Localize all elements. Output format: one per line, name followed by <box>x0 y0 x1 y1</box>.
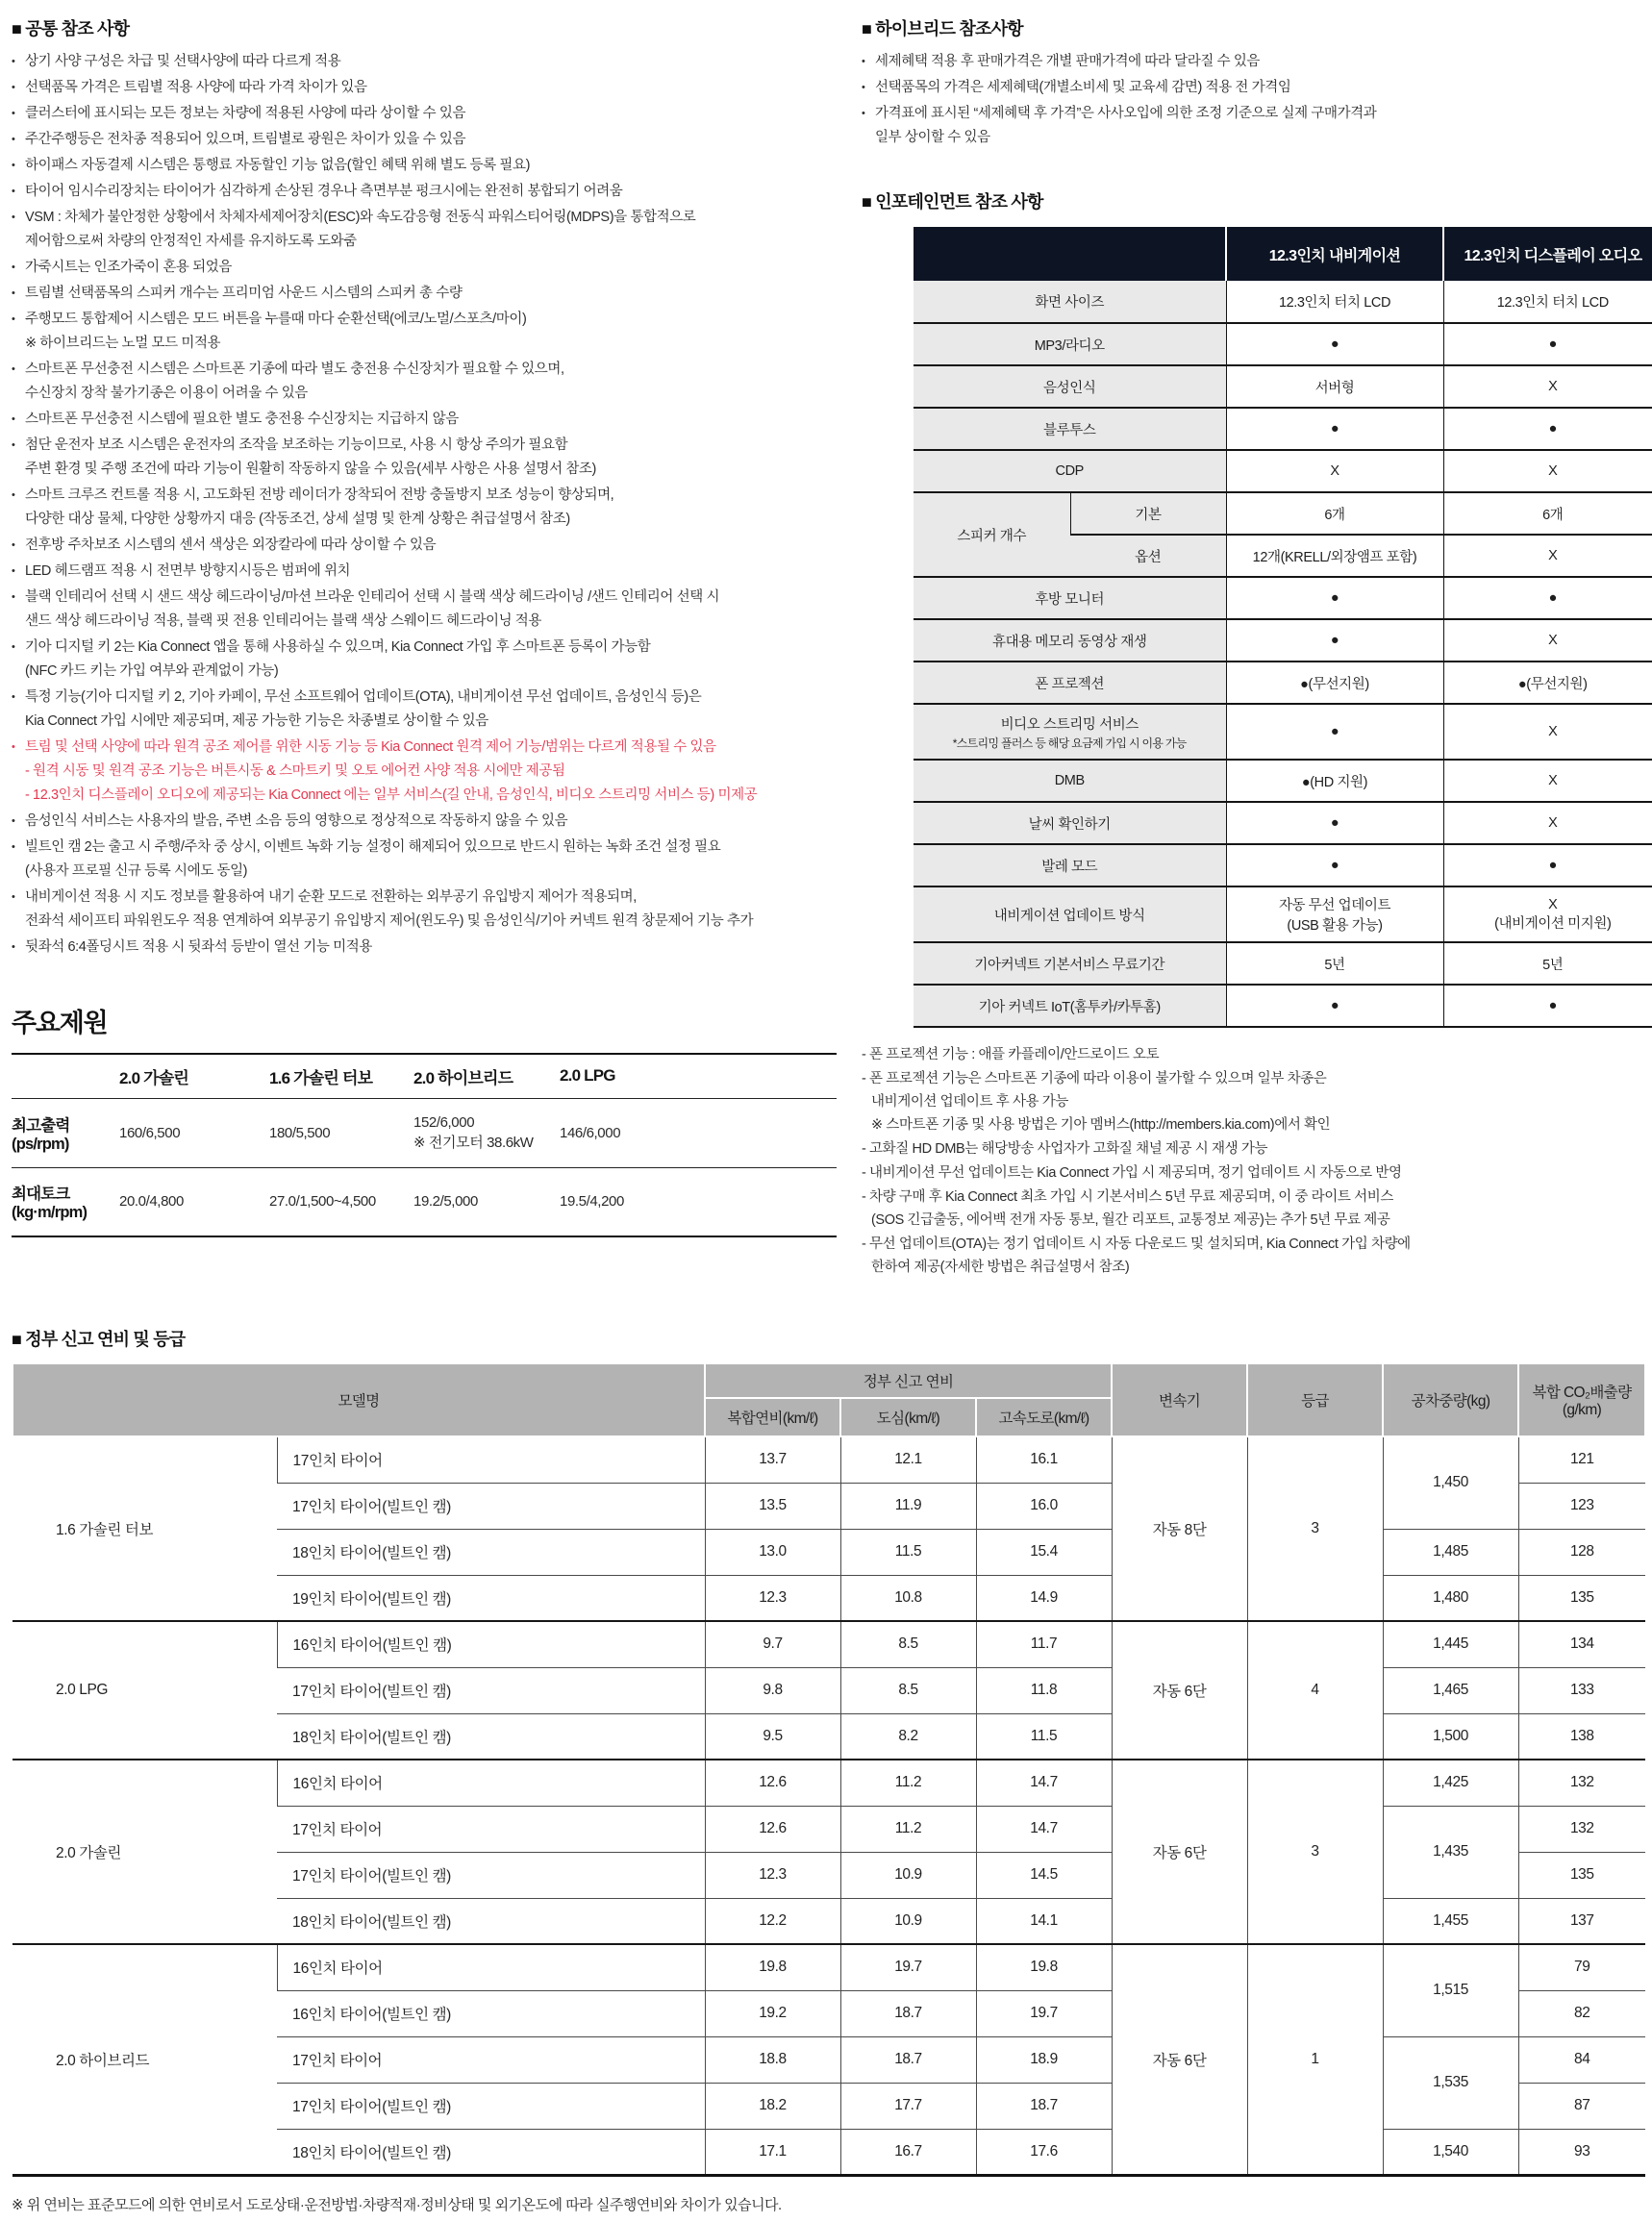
fuel-row <box>13 1621 1645 1667</box>
bullet-icon: • <box>12 160 15 171</box>
city-cell: 11.5 <box>840 1529 976 1575</box>
value-cell: ●(무선지원) <box>1443 662 1652 704</box>
highway-cell: 14.7 <box>976 1760 1112 1806</box>
city-cell: 11.2 <box>840 1760 976 1806</box>
highway-cell: 11.5 <box>976 1713 1112 1760</box>
table-row <box>914 942 1652 985</box>
city-cell: 12.1 <box>840 1436 976 1483</box>
highway-cell: 14.9 <box>976 1575 1112 1621</box>
co2-cell: 82 <box>1518 1990 1645 2036</box>
weight-cell: 1,445 <box>1383 1621 1518 1667</box>
co2-cell: 138 <box>1518 1713 1645 1760</box>
value-cell: ● <box>1226 577 1443 619</box>
specs-header-row <box>12 1054 837 1098</box>
tire-cell: 17인치 타이어 <box>277 1436 705 1483</box>
table-row <box>914 662 1652 704</box>
highway-cell: 18.9 <box>976 2036 1112 2083</box>
specs-col-gasoline20: 2.0 가솔린 <box>119 1054 269 1098</box>
weight-cell: 1,435 <box>1383 1806 1518 1898</box>
note-item: • 스마트폰 무선충전 시스템에 필요한 별도 충전용 수신장치는 지급하지 않음 <box>12 408 837 432</box>
note-item: • 뒷좌석 6:4폴딩시트 적용 시 뒷좌석 등받이 열선 기능 미적용 <box>12 936 837 960</box>
value-cell: 5년 <box>1226 942 1443 985</box>
note-item: • 선택품목 가격은 트림별 적용 사양에 따라 가격 차이가 있음 <box>12 76 837 100</box>
note-item: • 블랙 인테리어 선택 시 샌드 색상 헤드라이닝/마션 브라운 인테리어 선택 시 블랙 색상 헤드라이닝 /샌드 인테리어 선택 시 샌드 색상 헤드라이닝 적용, 블랙 핏 전용 인테리어는 블랙 색상 스웨이드 헤드라이닝 적용 <box>12 586 837 634</box>
highway-cell: 16.0 <box>976 1483 1112 1529</box>
note-item: • 클러스터에 표시되는 모든 정보는 차량에 적용된 사양에 따라 상이할 수 있음 <box>12 102 837 126</box>
city-cell: 8.5 <box>840 1621 976 1667</box>
bullet-icon: • <box>12 891 15 903</box>
infotainment-section <box>862 188 1642 1279</box>
value-cell: ● <box>1443 985 1652 1027</box>
specs-title: 주요제원 <box>12 1009 108 1037</box>
city-cell: 8.2 <box>840 1713 976 1760</box>
bullet-icon: • <box>12 539 15 551</box>
city-cell: 10.9 <box>840 1852 976 1898</box>
city-cell: 10.8 <box>840 1575 976 1621</box>
value-cell: 서버형 <box>1226 365 1443 408</box>
note-item: - 폰 프로젝션 기능 : 애플 카플레이/안드로이드 오토 <box>862 1047 1160 1062</box>
col-header-combined: 복합연비(km/ℓ) <box>705 1398 840 1436</box>
note-item: • 세제혜택 적용 후 판매가격은 개별 판매가격에 따라 달라질 수 있음 <box>862 50 1642 74</box>
table-row <box>914 450 1652 492</box>
col-header-co2: 복합 CO₂배출량 (g/km) <box>1518 1363 1645 1436</box>
value-cell: X <box>1443 802 1652 844</box>
co2-cell: 133 <box>1518 1667 1645 1713</box>
tire-cell: 17인치 타이어(빌트인 캠) <box>277 2083 705 2129</box>
spec-row <box>12 1098 837 1167</box>
table-row <box>914 985 1652 1027</box>
tire-cell: 16인치 타이어 <box>277 1944 705 1990</box>
transmission-cell: 자동 6단 <box>1112 1621 1247 1760</box>
infotainment-col-navigation: 12.3인치 내비게이션 <box>1226 227 1443 281</box>
engine-cell: 2.0 가솔린 <box>13 1760 277 1944</box>
value-cell: X (내비게이션 미지원) <box>1443 886 1652 942</box>
co2-cell: 135 <box>1518 1852 1645 1898</box>
highway-cell: 15.4 <box>976 1529 1112 1575</box>
combined-cell: 12.6 <box>705 1806 840 1852</box>
city-cell: 8.5 <box>840 1667 976 1713</box>
value-cell: ● <box>1443 577 1652 619</box>
note-item: • 전후방 주차보조 시스템의 센서 색상은 외장칼라에 따라 상이할 수 있음 <box>12 534 837 558</box>
value-cell: X <box>1443 760 1652 802</box>
value-cell: ● <box>1226 985 1443 1027</box>
bullet-icon: • <box>12 363 15 375</box>
value-cell: ● <box>1226 619 1443 662</box>
value-cell: ● <box>1443 323 1652 365</box>
highway-cell: 11.7 <box>976 1621 1112 1667</box>
spec-value-cell: 27.0/1,500~4,500 <box>269 1193 376 1211</box>
fuel-row <box>13 1760 1645 1806</box>
value-cell: ● <box>1226 802 1443 844</box>
grade-cell: 3 <box>1247 1436 1383 1621</box>
value-cell: ● <box>1226 408 1443 450</box>
note-item: • 빌트인 캠 2는 출고 시 주행/주차 중 상시, 이벤트 녹화 기능 설정이 해제되어 있으므로 반드시 원하는 녹화 조건 설정 필요 (사용자 프로필 신규 등록 시에도 동일) <box>12 836 837 884</box>
combined-cell: 18.8 <box>705 2036 840 2083</box>
co2-cell: 137 <box>1518 1898 1645 1944</box>
co2-cell: 134 <box>1518 1621 1645 1667</box>
co2-cell: 87 <box>1518 2083 1645 2129</box>
engine-cell: 1.6 가솔린 터보 <box>56 1522 154 1538</box>
spec-value-cell: 19.5/4,200 <box>560 1193 624 1211</box>
weight-cell: 1,515 <box>1383 1944 1518 2036</box>
tire-cell: 18인치 타이어(빌트인 캠) <box>277 1529 705 1575</box>
tire-cell: 18인치 타이어(빌트인 캠) <box>277 2129 705 2175</box>
co2-cell: 79 <box>1518 1944 1645 1990</box>
feature-label-cell: 폰 프로젝션 <box>914 662 1226 704</box>
bullet-icon: • <box>12 641 15 653</box>
feature-label-cell: 내비게이션 업데이트 방식 <box>914 886 1226 942</box>
fuel-economy-section <box>12 1326 1642 2214</box>
top-columns <box>12 15 1642 1280</box>
note-item: - 차량 구매 후 Kia Connect 최초 가입 시 기본서비스 5년 무료 제공되며, 이 중 라이트 서비스 (SOS 긴급출동, 에어백 전개 자동 통보, 월간 리포트, 교통정보 제공)는 추가 5년 무료 제공 <box>862 1189 1393 1228</box>
value-cell: 자동 무선 업데이트 (USB 활용 가능) <box>1226 886 1443 942</box>
value-cell: ● <box>1226 323 1443 365</box>
common-notes-title: ■ 공통 참조 사항 <box>12 19 130 38</box>
combined-cell: 12.3 <box>705 1575 840 1621</box>
feature-label-cell: MP3/라디오 <box>914 323 1226 365</box>
weight-cell: 1,535 <box>1383 2036 1518 2129</box>
value-cell: 12.3인치 터치 LCD <box>1443 281 1652 323</box>
value-cell: ● <box>1443 844 1652 886</box>
hybrid-notes-title: ■ 하이브리드 참조사항 <box>862 19 1023 38</box>
feature-label-cell: 비디오 스트리밍 서비스 *스트리밍 플러스 등 해당 요금제 가입 시 이용 가능 <box>914 704 1226 760</box>
city-cell: 11.9 <box>840 1483 976 1529</box>
transmission-cell: 자동 6단 <box>1112 1944 1247 2175</box>
bullet-icon: • <box>12 186 15 197</box>
note-item: • 내비게이션 적용 시 지도 정보를 활용하여 내기 순환 모드로 전환하는 외부공기 유입방지 제어가 적용되며, 전좌석 세이프티 파워윈도우 적용 연계하여 외부공기 유입방지 제어(윈도우) 및 음성인식/기아 커넥트 원격 창문제어 기능 추가 <box>12 886 837 934</box>
table-row <box>914 704 1652 760</box>
co2-cell: 121 <box>1518 1436 1645 1483</box>
city-cell: 10.9 <box>840 1898 976 1944</box>
table-row <box>914 760 1652 802</box>
weight-cell: 1,465 <box>1383 1667 1518 1713</box>
col-header-model: 모델명 <box>13 1363 705 1436</box>
note-item: • 주행모드 통합제어 시스템은 모드 버튼을 누를때 마다 순환선택(에코/노멀/스포츠/마이) ※ 하이브리드는 노멀 모드 미적용 <box>12 308 837 356</box>
tire-cell: 16인치 타이어(빌트인 캠) <box>277 1990 705 2036</box>
specs-corner-cell <box>12 1054 119 1098</box>
note-item: • 상기 사양 구성은 차급 및 선택사양에 따라 다르게 적용 <box>12 50 837 74</box>
co2-cell: 93 <box>1518 2129 1645 2175</box>
note-item: • 하이패스 자동결제 시스템은 통행료 자동할인 기능 없음(할인 혜택 위해 별도 등록 필요) <box>12 154 837 178</box>
tire-cell: 17인치 타이어(빌트인 캠) <box>277 1852 705 1898</box>
table-row <box>914 886 1652 942</box>
value-cell: X <box>1443 619 1652 662</box>
highway-cell: 18.7 <box>976 2083 1112 2129</box>
specs-section <box>12 1002 837 1237</box>
combined-cell: 19.8 <box>705 1944 840 1990</box>
combined-cell: 13.7 <box>705 1436 840 1483</box>
tire-cell: 16인치 타이어(빌트인 캠) <box>277 1621 705 1667</box>
right-column <box>837 15 1642 1280</box>
bullet-icon: • <box>12 591 15 603</box>
note-item: • 타이어 임시수리장치는 타이어가 심각하게 손상된 경우나 측면부분 펑크시에는 완전히 봉합되기 어려움 <box>12 180 837 204</box>
feature-label-cell: 후방 모니터 <box>914 577 1226 619</box>
highway-cell: 16.1 <box>976 1436 1112 1483</box>
city-cell: 19.7 <box>840 1944 976 1990</box>
bullet-icon: • <box>12 262 15 273</box>
weight-cell: 1,540 <box>1383 2129 1518 2175</box>
value-cell: 12.3인치 터치 LCD <box>1226 281 1443 323</box>
bullet-icon: • <box>12 313 15 325</box>
highway-cell: 14.7 <box>976 1806 1112 1852</box>
col-header-economy-group: 정부 신고 연비 <box>705 1363 1112 1398</box>
feature-label-cell: DMB <box>914 760 1226 802</box>
value-cell: X <box>1443 365 1652 408</box>
bullet-icon: • <box>12 691 15 703</box>
bullet-icon: • <box>12 741 15 753</box>
feature-label-cell: 기아 커넥트 IoT(홈투카/카투홈) <box>914 985 1226 1027</box>
col-header-weight: 공차중량(kg) <box>1383 1363 1518 1436</box>
city-cell: 11.2 <box>840 1806 976 1852</box>
city-cell: 18.7 <box>840 1990 976 2036</box>
value-cell: 6개 <box>1443 492 1652 535</box>
combined-cell: 18.2 <box>705 2083 840 2129</box>
infotainment-header-row <box>914 227 1652 281</box>
co2-cell: 132 <box>1518 1760 1645 1806</box>
engine-cell: 2.0 하이브리드 <box>13 1944 277 2175</box>
feature-label-cell: 기아커넥트 기본서비스 무료기간 <box>914 942 1226 985</box>
note-item: - 무선 업데이트(OTA)는 정기 업데이트 시 자동 다운로드 및 설치되며, Kia Connect 가입 차량에 한하여 제공(자세한 방법은 취급설명서 참조) <box>862 1236 1411 1275</box>
note-item: - 고화질 HD DMB는 해당방송 사업자가 고화질 채널 제공 시 재생 가능 <box>862 1141 1268 1157</box>
note-item: • 특정 기능(기아 디지털 키 2, 기아 카페이, 무선 소프트웨어 업데이트(OTA), 내비게이션 무선 업데이트, 음성인식 등)은 Kia Connect 가입 시에만 제공되며, 제공 가능한 기능은 차종별로 상이할 수 있음 <box>12 686 837 734</box>
feature-sublabel-cell: 옵션 <box>1070 535 1226 577</box>
combined-cell: 9.7 <box>705 1621 840 1667</box>
combined-cell: 13.5 <box>705 1483 840 1529</box>
co2-cell: 84 <box>1518 2036 1645 2083</box>
hybrid-notes-list <box>862 50 1642 150</box>
tire-cell: 16인치 타이어 <box>277 1760 705 1806</box>
spec-row <box>12 1167 837 1236</box>
combined-cell: 19.2 <box>705 1990 840 2036</box>
value-cell: ● <box>1443 408 1652 450</box>
bullet-icon: • <box>12 134 15 145</box>
bullet-icon: • <box>12 941 15 953</box>
note-item: • 스마트폰 무선충전 시스템은 스마트폰 기종에 따라 별도 충전용 수신장치가 필요할 수 있으며, 수신장치 장착 불가기종은 이용이 어려울 수 있음 <box>12 358 837 406</box>
feature-label-cell: 날씨 확인하기 <box>914 802 1226 844</box>
grade-cell: 4 <box>1247 1621 1383 1760</box>
highway-cell: 11.8 <box>976 1667 1112 1713</box>
feature-label-cell: 블루투스 <box>914 408 1226 450</box>
col-header-city: 도심(km/ℓ) <box>840 1398 976 1436</box>
spec-value-cell: 180/5,500 <box>269 1124 331 1141</box>
spec-value-cell: 19.2/5,000 <box>413 1193 478 1211</box>
transmission-cell: 자동 6단 <box>1112 1760 1247 1944</box>
value-cell: 6개 <box>1226 492 1443 535</box>
co2-cell: 132 <box>1518 1806 1645 1852</box>
feature-label-cell: 음성인식 <box>914 365 1226 408</box>
tire-cell: 17인치 타이어 <box>277 2036 705 2083</box>
spec-value-cell: 160/6,500 <box>119 1124 181 1141</box>
grade-cell: 3 <box>1247 1760 1383 1944</box>
highway-cell: 19.7 <box>976 1990 1112 2036</box>
combined-cell: 9.8 <box>705 1667 840 1713</box>
fuel-row <box>13 1436 1645 1483</box>
engine-cell: 2.0 LPG <box>13 1621 277 1760</box>
table-row <box>914 802 1652 844</box>
weight-cell: 1,450 <box>1383 1436 1518 1529</box>
co2-cell: 135 <box>1518 1575 1645 1621</box>
value-cell: ●(무선지원) <box>1226 662 1443 704</box>
table-row <box>914 365 1652 408</box>
fuel-header-row-1 <box>13 1363 1645 1398</box>
highway-cell: 14.1 <box>976 1898 1112 1944</box>
spec-label-cell: 최대토크 (kg·m/rpm) <box>12 1186 88 1222</box>
value-cell: X <box>1443 450 1652 492</box>
bullet-icon: • <box>12 489 15 501</box>
bullet-icon: • <box>12 841 15 853</box>
co2-cell: 123 <box>1518 1483 1645 1529</box>
combined-cell: 17.1 <box>705 2129 840 2175</box>
spec-value-cell: 146/6,000 <box>560 1124 621 1141</box>
tire-cell: 17인치 타이어 <box>277 1806 705 1852</box>
tire-cell: 18인치 타이어(빌트인 캠) <box>277 1898 705 1944</box>
spec-value-cell: 20.0/4,800 <box>119 1193 184 1211</box>
combined-cell: 9.5 <box>705 1713 840 1760</box>
value-cell: X <box>1226 450 1443 492</box>
value-cell: ● <box>1226 704 1443 760</box>
spec-value-cell: 152/6,000 ※ 전기모터 38.6kW <box>413 1114 534 1151</box>
bullet-icon: • <box>12 815 15 827</box>
weight-cell: 1,485 <box>1383 1529 1518 1575</box>
feature-label-cell: CDP <box>914 450 1226 492</box>
specs-col-turbo16: 1.6 가솔린 터보 <box>269 1054 413 1098</box>
col-header-grade: 등급 <box>1247 1363 1383 1436</box>
note-item: • 트림별 선택품목의 스피커 개수는 프리미엄 사운드 시스템의 스피커 총 수량 <box>12 282 837 306</box>
bullet-icon: • <box>12 413 15 425</box>
tire-cell: 19인치 타이어(빌트인 캠) <box>277 1575 705 1621</box>
highway-cell: 19.8 <box>976 1944 1112 1990</box>
note-item: • 첨단 운전자 보조 시스템은 운전자의 조작을 보조하는 기능이므로, 사용 시 항상 주의가 필요함 주변 환경 및 주행 조건에 따라 기능이 원활히 작동하지 않을 수 있음(세부 사항은 사용 설명서 참조) <box>12 434 837 482</box>
infotainment-title: ■ 인포테인먼트 참조 사항 <box>862 192 1043 212</box>
note-item: • VSM : 차체가 불안정한 상황에서 차체자세제어장치(ESC)와 속도감응형 전동식 파워스티어링(MDPS)을 통합적으로 제어함으로써 차량의 안정적인 자세를 유지하도록 도와줌 <box>12 206 837 254</box>
weight-cell: 1,500 <box>1383 1713 1518 1760</box>
grade-cell: 1 <box>1247 1944 1383 2175</box>
tire-cell: 17인치 타이어(빌트인 캠) <box>277 1483 705 1529</box>
bullet-icon: • <box>862 82 865 93</box>
col-header-highway: 고속도로(km/ℓ) <box>976 1398 1112 1436</box>
bullet-icon: • <box>12 439 15 451</box>
city-cell: 17.7 <box>840 2083 976 2129</box>
weight-cell: 1,455 <box>1383 1898 1518 1944</box>
note-item: • 주간주행등은 전차종 적용되어 있으며, 트림별로 광원은 차이가 있을 수 있음 <box>12 128 837 152</box>
feature-label-cell: 화면 사이즈 <box>914 281 1226 323</box>
bullet-icon: • <box>12 82 15 93</box>
value-cell: 12개(KRELL/외장앰프 포함) <box>1226 535 1443 577</box>
note-item: • LED 헤드램프 적용 시 전면부 방향지시등은 범퍼에 위치 <box>12 560 837 584</box>
bullet-icon: • <box>862 56 865 67</box>
feature-sublabel-cell: 기본 <box>1070 492 1226 535</box>
table-row <box>914 281 1652 323</box>
col-header-transmission: 변속기 <box>1112 1363 1247 1436</box>
table-row <box>914 408 1652 450</box>
note-item: • 음성인식 서비스는 사용자의 발음, 주변 소음 등의 영향으로 정상적으로 작동하지 않을 수 있음 <box>12 810 837 834</box>
infotainment-footnotes <box>862 1043 1642 1279</box>
co2-cell: 128 <box>1518 1529 1645 1575</box>
transmission-cell: 자동 8단 <box>1112 1436 1247 1621</box>
bullet-icon: • <box>12 56 15 67</box>
fuel-table <box>12 1362 1646 2177</box>
value-cell: ●(HD 지원) <box>1226 760 1443 802</box>
note-item: • 선택품목의 가격은 세제혜택(개별소비세 및 교육세 감면) 적용 전 가격임 <box>862 76 1642 100</box>
value-cell: X <box>1443 535 1652 577</box>
value-cell: 5년 <box>1443 942 1652 985</box>
combined-cell: 12.2 <box>705 1898 840 1944</box>
spec-label-cell: 최고출력 (ps/rpm) <box>12 1116 70 1153</box>
tire-cell: 17인치 타이어(빌트인 캠) <box>277 1667 705 1713</box>
bullet-icon: • <box>862 108 865 119</box>
specs-col-lpg20: 2.0 LPG <box>560 1054 837 1098</box>
feature-label-cell: 휴대용 메모리 동영상 재생 <box>914 619 1226 662</box>
fuel-economy-title: ■ 정부 신고 연비 및 등급 <box>12 1330 186 1349</box>
fuel-footnote: ※ 위 연비는 표준모드에 의한 연비로서 도로상태·운전방법·차량적재·정비상태 및 외기온도에 따라 실주행연비와 차이가 있습니다. <box>12 2196 782 2213</box>
infotainment-corner-cell <box>914 227 1226 281</box>
note-item: • 가죽시트는 인조가죽이 혼용 되었음 <box>12 256 837 280</box>
bullet-icon: • <box>12 108 15 119</box>
left-column <box>12 15 837 1280</box>
city-cell: 16.7 <box>840 2129 976 2175</box>
weight-cell: 1,480 <box>1383 1575 1518 1621</box>
note-item: - 폰 프로젝션 기능은 스마트폰 기종에 따라 이용이 불가할 수 있으며 일부 차종은 내비게이션 업데이트 후 사용 가능 ※ 스마트폰 기종 및 사용 방법은 기아 멤버스(http://members.kia.com)에서 확인 <box>862 1071 1331 1133</box>
tire-cell: 18인치 타이어(빌트인 캠) <box>277 1713 705 1760</box>
infotainment-col-display-audio: 12.3인치 디스플레이 오디오 <box>1443 227 1652 281</box>
city-cell: 18.7 <box>840 2036 976 2083</box>
highway-cell: 17.6 <box>976 2129 1112 2175</box>
fuel-row <box>13 1944 1645 1990</box>
specs-table <box>12 1053 837 1237</box>
note-item: • 스마트 크루즈 컨트롤 적용 시, 고도화된 전방 레이더가 장착되어 전방 충돌방지 보조 성능이 향상되며, 다양한 대상 물체, 다양한 상황까지 대응 (작동조건, 상세 설명 및 한계 상황은 취급설명서 참조) <box>12 484 837 532</box>
combined-cell: 13.0 <box>705 1529 840 1575</box>
feature-label-cell: 스피커 개수 <box>914 492 1070 577</box>
feature-label-cell: 발레 모드 <box>914 844 1226 886</box>
specs-col-hybrid20: 2.0 하이브리드 <box>413 1054 560 1098</box>
value-cell: X <box>1443 704 1652 760</box>
bullet-icon: • <box>12 565 15 577</box>
note-item: • 기아 디지털 키 2는 Kia Connect 앱을 통해 사용하실 수 있으며, Kia Connect 가입 후 스마트폰 등록이 가능함 (NFC 카드 키는 가입 여부와 관계없이 가능) <box>12 636 837 684</box>
combined-cell: 12.6 <box>705 1760 840 1806</box>
value-cell: ● <box>1226 844 1443 886</box>
table-row <box>914 323 1652 365</box>
combined-cell: 12.3 <box>705 1852 840 1898</box>
bullet-icon: • <box>12 212 15 223</box>
note-item: • 트림 및 선택 사양에 따라 원격 공조 제어를 위한 시동 기능 등 Kia Connect 원격 제어 기능/범위는 다르게 적용될 수 있음 - 원격 시동 및 원격 공조 기능은 버튼시동 & 스마트키 및 오토 에어컨 사양 적용 시에만 제공됨 - 12.3인치 디스플레이 오디오에 제공되는 Kia Connect 에는 일부 서비스(길 안내, 음성인식, 비디오 스트리밍 서비스 등) 미제공 <box>12 736 837 808</box>
common-notes-list <box>12 50 837 960</box>
table-row <box>914 844 1652 886</box>
bullet-icon: • <box>12 287 15 299</box>
table-row <box>914 619 1652 662</box>
infotainment-table <box>914 227 1652 1028</box>
table-row <box>914 492 1652 535</box>
table-row <box>914 577 1652 619</box>
note-item: - 내비게이션 무선 업데이트는 Kia Connect 가입 시 제공되며, 정기 업데이트 시 자동으로 반영 <box>862 1165 1402 1181</box>
note-item: • 가격표에 표시된 “세제혜택 후 가격”은 사사오입에 의한 조정 기준으로 실제 구매가격과 일부 상이할 수 있음 <box>862 102 1642 150</box>
highway-cell: 14.5 <box>976 1852 1112 1898</box>
weight-cell: 1,425 <box>1383 1760 1518 1806</box>
